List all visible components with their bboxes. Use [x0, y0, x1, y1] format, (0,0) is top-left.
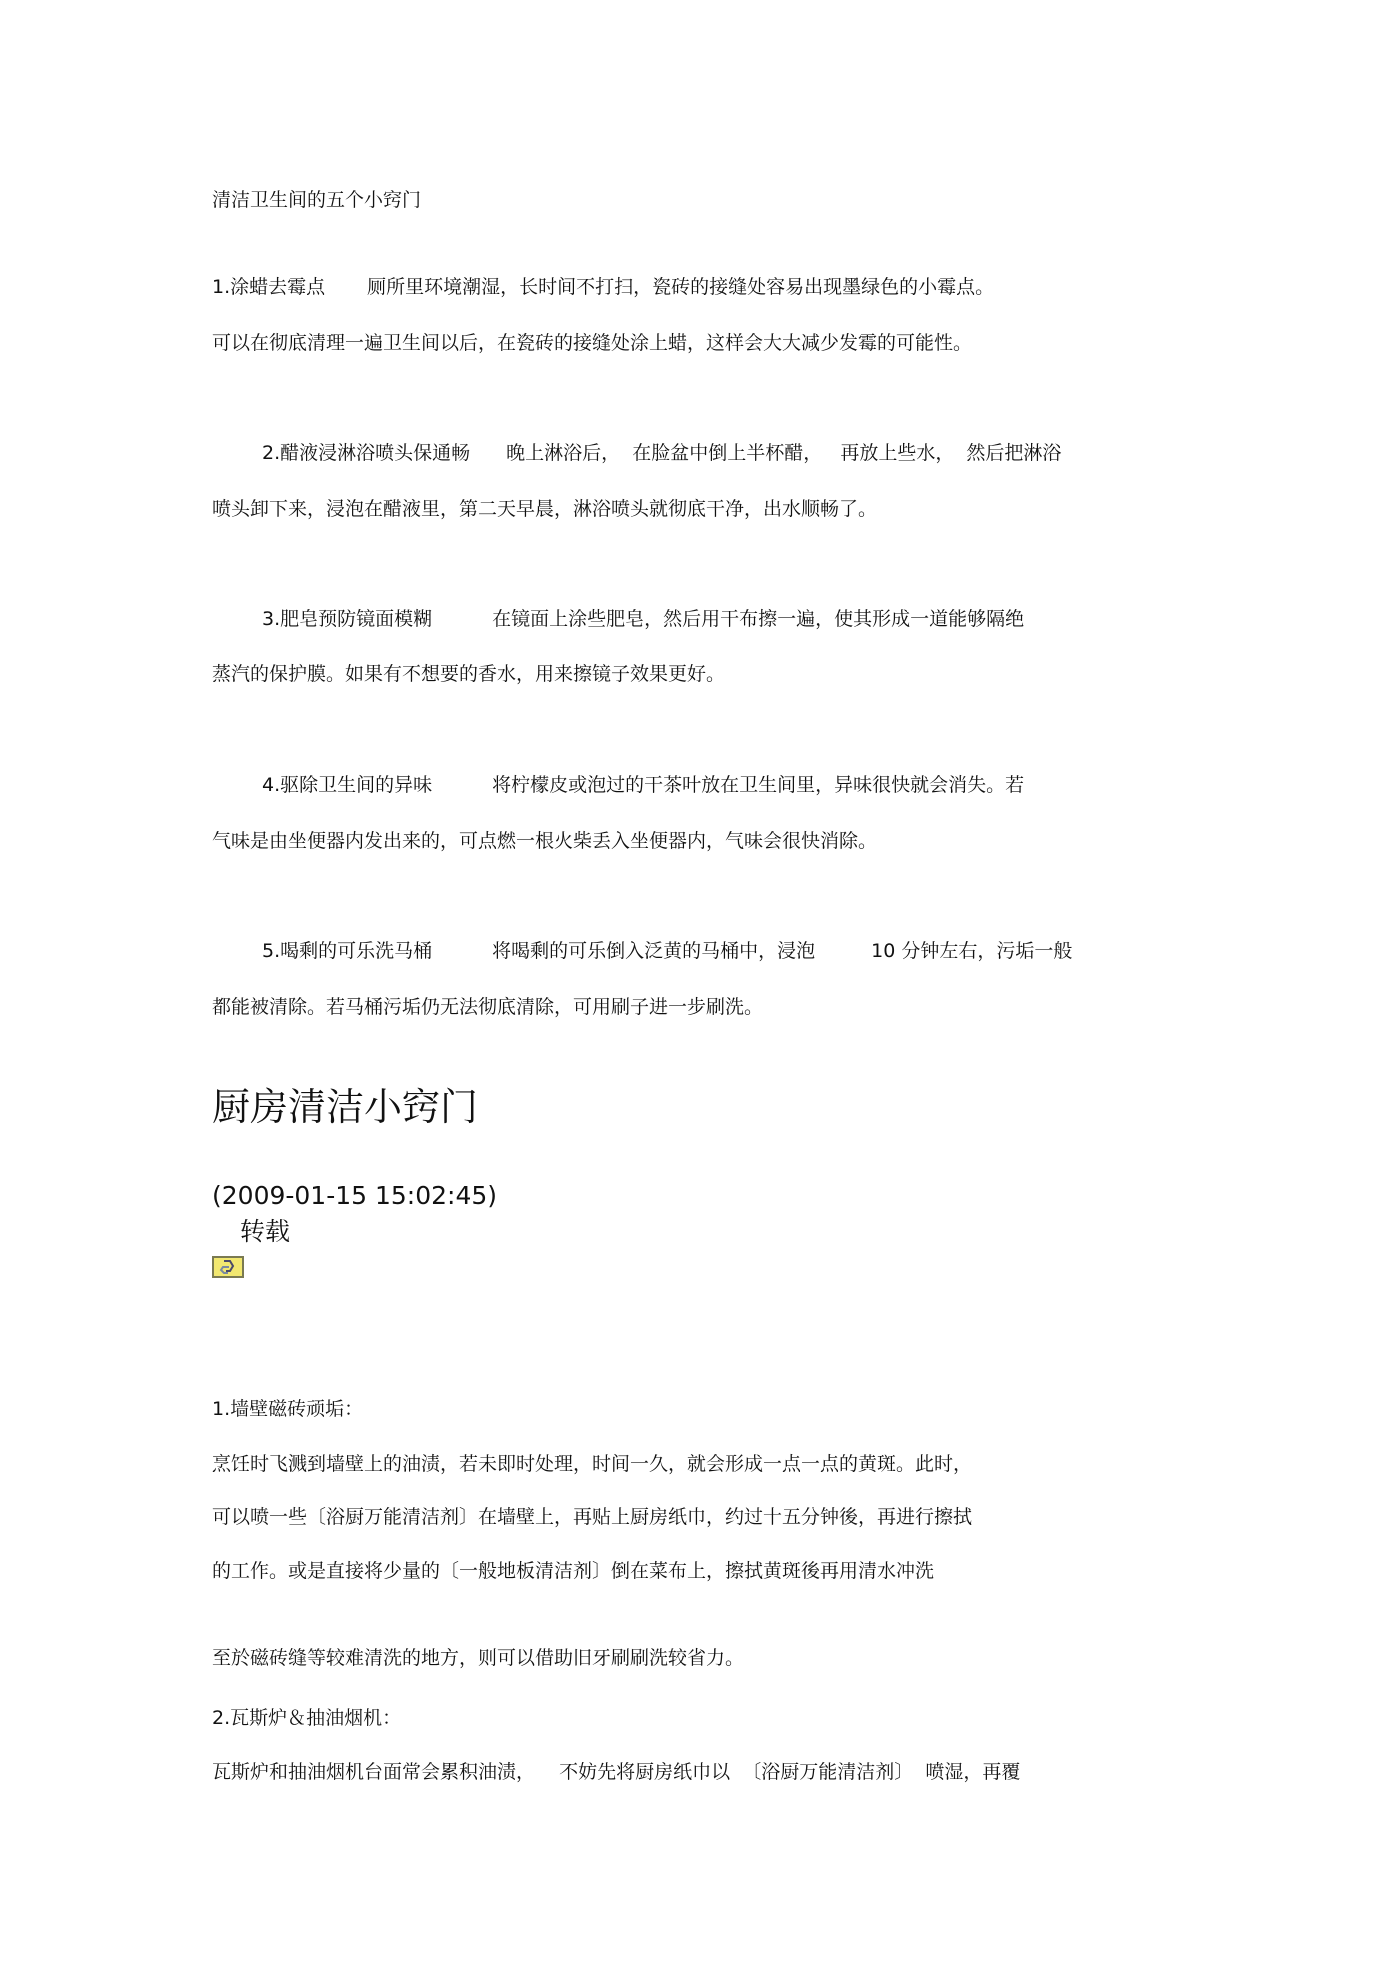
tip-text: 晚上淋浴后， 在脸盆中倒上半杯醋， 再放上些水， 然后把淋浴 [506, 442, 1062, 464]
body-line: 的工作。或是直接将少量的〔一般地板清洁剂〕倒在菜布上，擦拭黄斑後再用清水冲洗 [212, 1560, 935, 1582]
tip-text: 将柠檬皮或泡过的干茶叶放在卫生间里，异味很快就会消失。若 [492, 774, 1025, 796]
tip-text: 厕所里环境潮湿，长时间不打扫，瓷砖的接缝处容易出现墨绿色的小霉点。 [367, 276, 995, 298]
body-line: 1.墙壁磁砖顽垢： [212, 1398, 364, 1420]
body-line: 至於磁砖缝等较难清洗的地方，则可以借助旧牙刷刷洗较省力。 [212, 1647, 745, 1669]
tip-5-line-1 [262, 938, 1072, 964]
tip-4-line-2: 气味是由坐便器内发出来的，可点燃一根火柴丢入坐便器内，气味会很快消除。 [212, 830, 878, 852]
tip-heading: 4.驱除卫生间的异味 [262, 774, 433, 796]
body-line: 可以喷一些〔浴厨万能清洁剂〕在墙壁上，再贴上厨房纸巾，约过十五分钟後，再进行擦拭 [212, 1506, 973, 1528]
repost-label: 转载 [240, 1217, 291, 1246]
article-date: (2009-01-15 15:02:45) [212, 1181, 498, 1210]
tip-heading: 2.醋液浸淋浴喷头保通畅 [262, 442, 471, 464]
body-line: 2.瓦斯炉＆抽油烟机： [212, 1707, 402, 1729]
tip-text: 将喝剩的可乐倒入泛黄的马桶中，浸泡 [492, 940, 816, 962]
article-title: 厨房清洁小窍门 [212, 1085, 479, 1129]
tip-4-line-1 [262, 772, 1024, 798]
tip-3-line-1 [262, 606, 1024, 632]
tip-5-line-2: 都能被清除。若马桶污垢仍无法彻底清除，可用刷子进一步刷洗。 [212, 996, 764, 1018]
tip-text: 在镜面上涂些肥皂，然后用干布擦一遍，使其形成一道能够隔绝 [492, 608, 1025, 630]
tip-2-line-2: 喷头卸下来，浸泡在醋液里，第二天早晨，淋浴喷头就彻底干净，出水顺畅了。 [212, 498, 878, 520]
repost-icon-glyph [214, 1258, 242, 1276]
tip-1-line-1 [212, 274, 994, 300]
repost-icon [212, 1256, 244, 1278]
body-line: 瓦斯炉和抽油烟机台面常会累积油渍， 不妨先将厨房纸巾以 〔浴厨万能清洁剂〕 喷湿，再覆 [212, 1761, 1021, 1783]
section-title: 清洁卫生间的五个小窍门 [212, 189, 422, 211]
tip-heading: 1.涂蜡去霉点 [212, 276, 326, 298]
tip-2-line-1 [262, 440, 1061, 466]
tip-3-line-2: 蒸汽的保护膜。如果有不想要的香水，用来擦镜子效果更好。 [212, 663, 726, 685]
tip-heading: 5.喝剩的可乐洗马桶 [262, 940, 433, 962]
body-line: 烹饪时飞溅到墙壁上的油渍，若未即时处理，时间一久，就会形成一点一点的黄斑。此时， [212, 1453, 973, 1475]
tip-text: 10 分钟左右，污垢一般 [871, 940, 1073, 962]
tip-1-line-2: 可以在彻底清理一遍卫生间以后，在瓷砖的接缝处涂上蜡，这样会大大减少发霉的可能性。 [212, 332, 973, 354]
tip-heading: 3.肥皂预防镜面模糊 [262, 608, 433, 630]
